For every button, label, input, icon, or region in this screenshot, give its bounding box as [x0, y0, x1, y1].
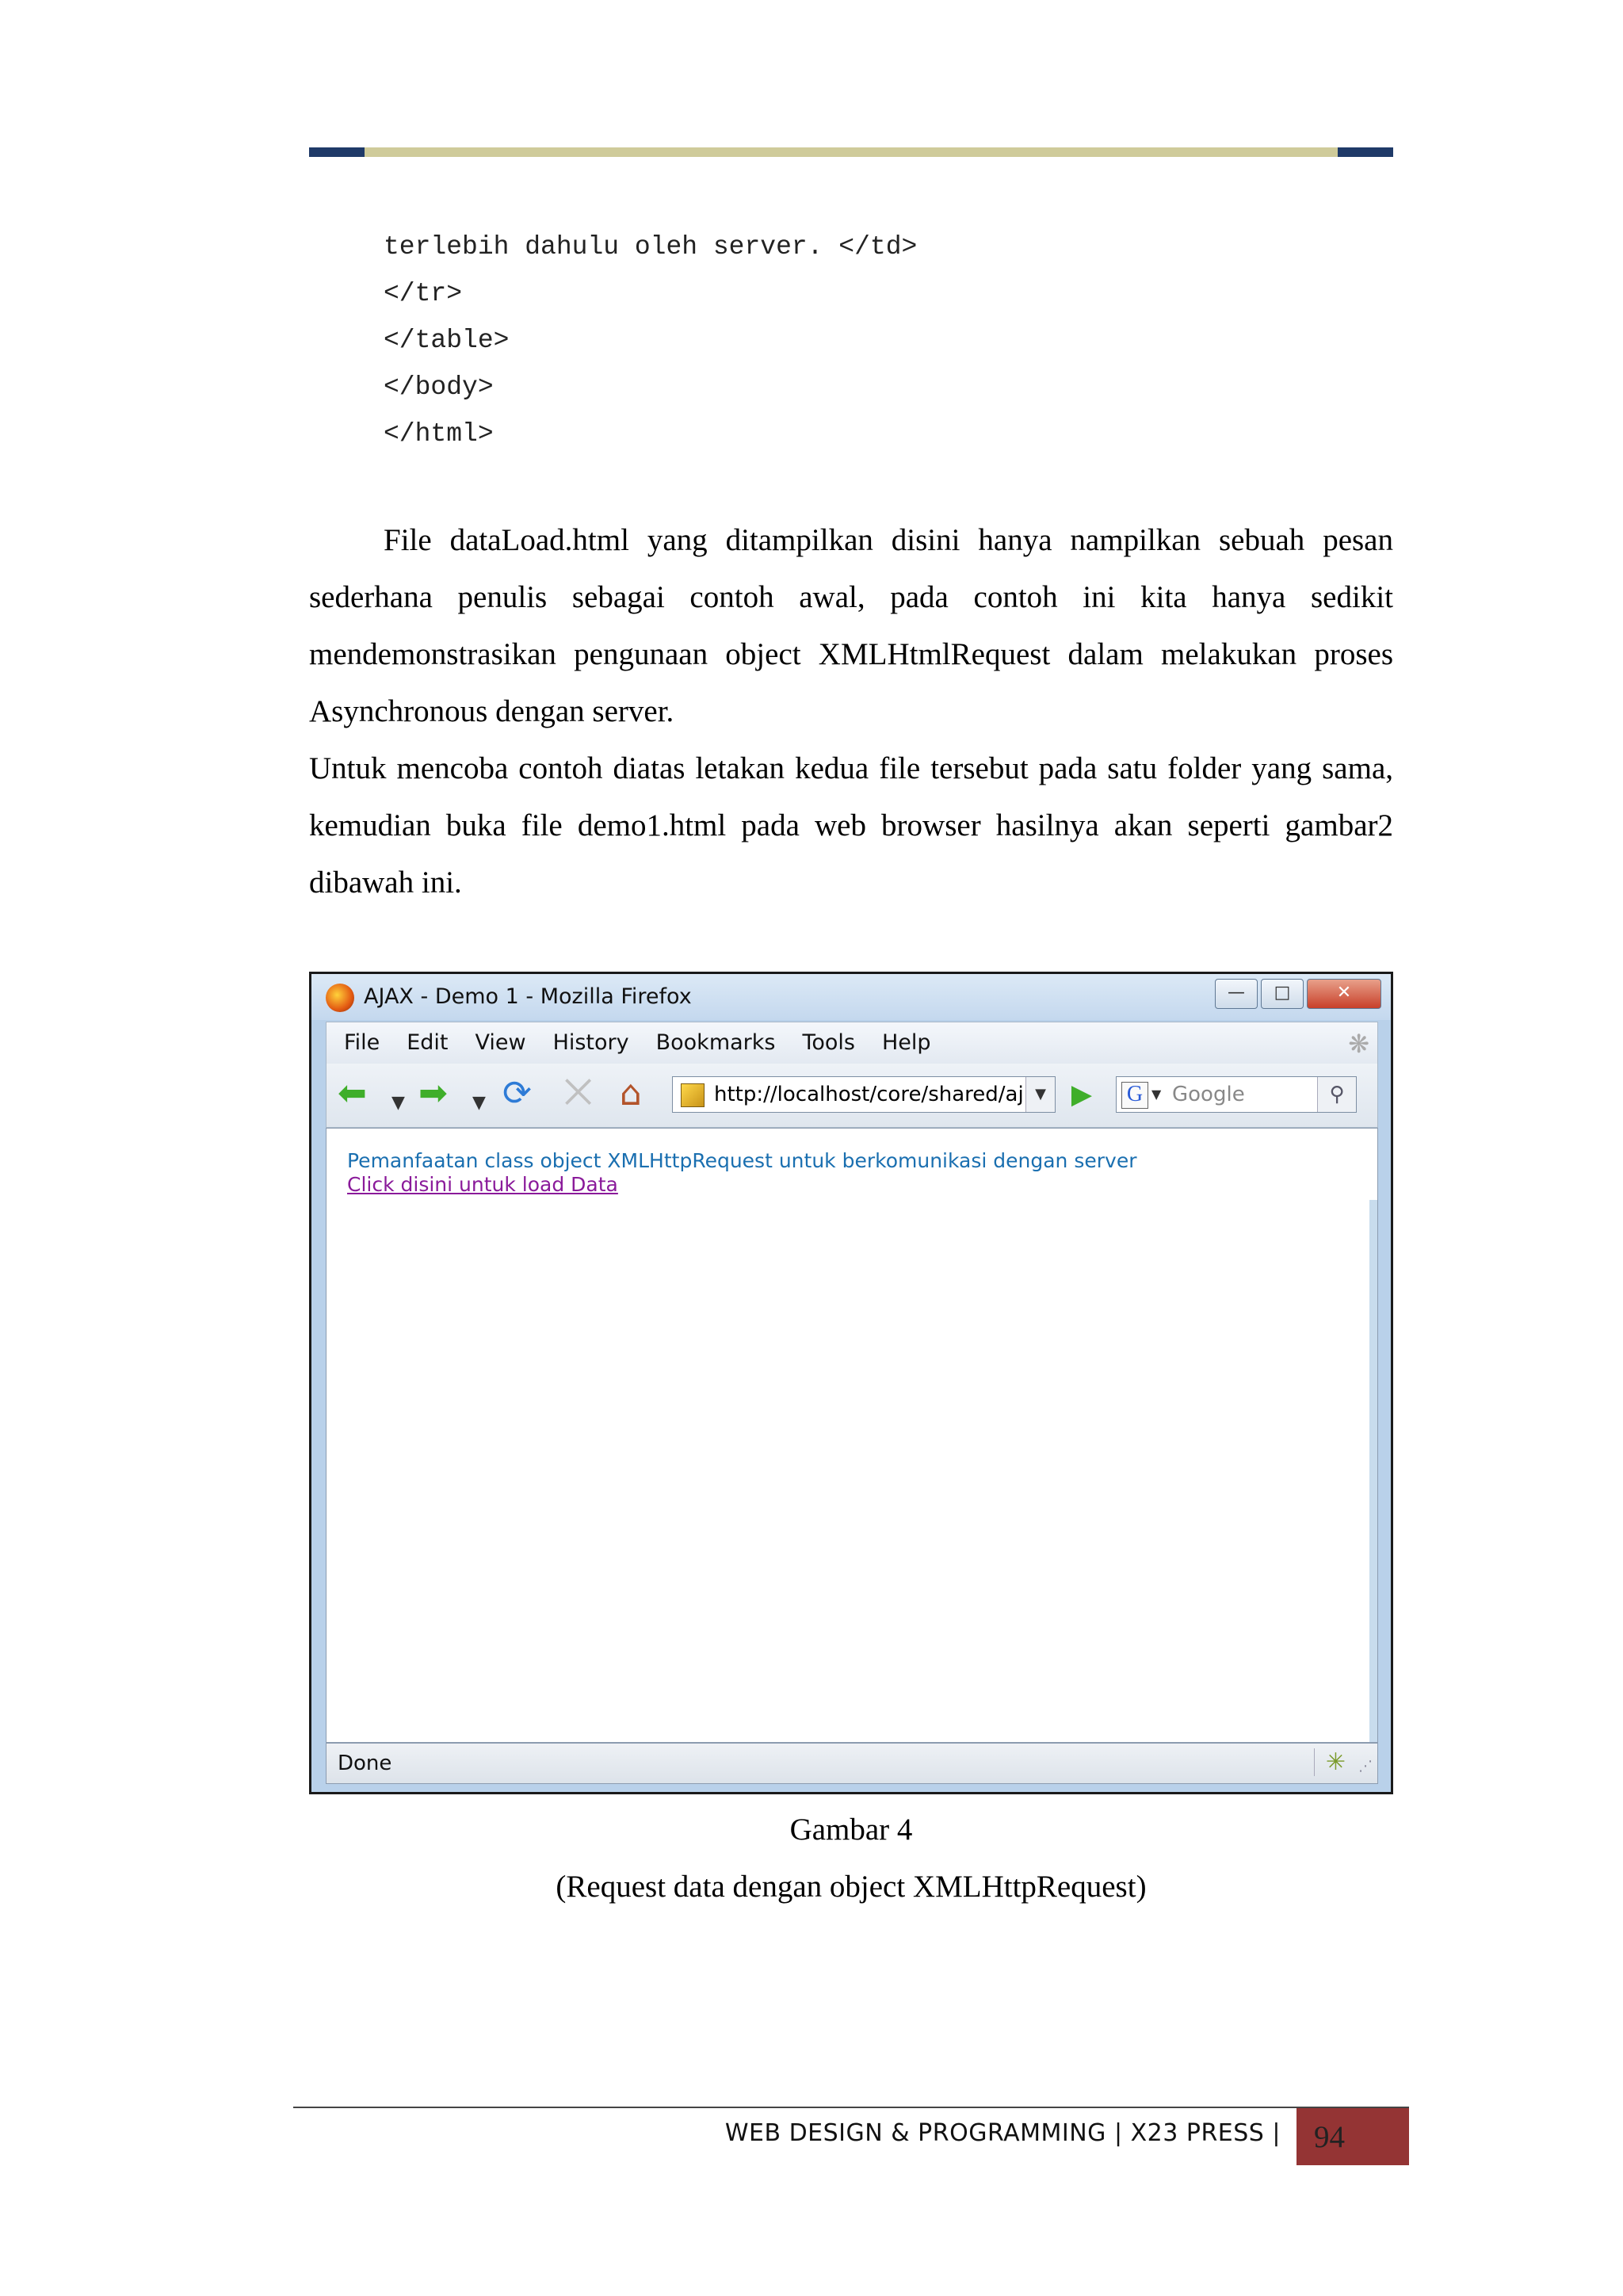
- status-text: Done: [338, 1752, 392, 1775]
- menu-history[interactable]: History: [552, 1030, 629, 1055]
- header-rule-left-accent: [309, 147, 365, 157]
- figure-caption-subtitle: (Request data dengan object XMLHttpRequest): [556, 1870, 1147, 1904]
- window-title: AJAX - Demo 1 - Mozilla Firefox: [364, 984, 692, 1009]
- code-line: </body>: [384, 372, 494, 402]
- site-icon: [681, 1083, 705, 1107]
- menu-items: [344, 1030, 958, 1055]
- footer-text: WEB DESIGN & PROGRAMMING | X23 PRESS |: [724, 2119, 1281, 2147]
- menu-view[interactable]: View: [475, 1030, 526, 1055]
- menu-edit[interactable]: Edit: [407, 1030, 449, 1055]
- back-arrow-icon[interactable]: ⬅: [338, 1073, 367, 1114]
- url-bar[interactable]: [672, 1076, 1056, 1113]
- throbber-icon: ❋: [1348, 1029, 1369, 1059]
- firefox-icon: [326, 984, 354, 1012]
- paragraph-1: File dataLoad.html yang ditampilkan disini hanya nampilkan sebuah pesan sederhana penulis sebagai contoh awal, pada contoh ini kita hanya sedikit mendemonstrasikan pengunaan object XMLHtmlRequest dalam melakukan proses Asynchronous dengan server.: [309, 523, 1393, 728]
- window-titlebar: [311, 974, 1391, 1020]
- code-line: </table>: [384, 326, 510, 355]
- url-dropdown-icon[interactable]: ▼: [1025, 1077, 1055, 1112]
- code-line: </html>: [384, 419, 494, 449]
- search-box[interactable]: [1116, 1076, 1357, 1113]
- browser-window-figure: [309, 972, 1393, 1794]
- page-content: [326, 1128, 1378, 1743]
- code-line: </tr>: [384, 279, 463, 308]
- url-text: http://localhost/core/shared/aj: [714, 1083, 1024, 1106]
- header-rule-middle: [365, 147, 1338, 157]
- window-controls: [1212, 979, 1381, 1009]
- search-placeholder: Google: [1172, 1083, 1245, 1106]
- menu-bookmarks[interactable]: Bookmarks: [655, 1030, 776, 1055]
- figure-caption-title: Gambar 4: [789, 1813, 913, 1847]
- navigation-toolbar: [326, 1064, 1378, 1128]
- footer-rule: [293, 2107, 1409, 2108]
- home-icon[interactable]: ⌂: [620, 1073, 642, 1114]
- menu-file[interactable]: File: [344, 1030, 380, 1055]
- menu-tools[interactable]: Tools: [802, 1030, 855, 1055]
- search-icon[interactable]: ⚲: [1317, 1077, 1356, 1112]
- content-text: Pemanfaatan class object XMLHttpRequest untuk berkomunikasi dengan server: [347, 1149, 1137, 1172]
- maximize-button[interactable]: □: [1261, 979, 1304, 1009]
- minimize-button[interactable]: —: [1215, 979, 1258, 1009]
- paragraph-2: Untuk mencoba contoh diatas letakan kedua file tersebut pada satu folder yang sama, kemudian buka file demo1.html pada web browser hasilnya akan seperti gambar2 dibawah ini.: [309, 751, 1393, 900]
- stop-icon[interactable]: ⨉: [564, 1073, 593, 1114]
- forward-arrow-icon[interactable]: ➡: [418, 1073, 448, 1114]
- google-engine-icon[interactable]: G: [1121, 1082, 1148, 1109]
- back-history-dropdown-icon[interactable]: ▼: [391, 1093, 405, 1113]
- addon-status-icon[interactable]: ✳: [1314, 1748, 1346, 1776]
- forward-history-dropdown-icon[interactable]: ▼: [472, 1093, 486, 1113]
- header-rule: [309, 147, 1393, 157]
- status-bar: [326, 1743, 1378, 1784]
- go-icon[interactable]: ▶: [1071, 1079, 1093, 1110]
- header-rule-right-accent: [1338, 147, 1393, 157]
- page-number: 94: [1296, 2108, 1409, 2165]
- menu-bar: [326, 1022, 1378, 1064]
- menu-help[interactable]: Help: [882, 1030, 931, 1055]
- engine-dropdown-icon[interactable]: ▼: [1151, 1087, 1162, 1102]
- code-line: terlebih dahulu oleh server. </td>: [384, 232, 918, 262]
- close-button[interactable]: ✕: [1307, 979, 1381, 1009]
- reload-icon[interactable]: ⟳: [502, 1073, 532, 1114]
- load-data-link[interactable]: Click disini untuk load Data: [347, 1173, 618, 1196]
- code-block: [384, 230, 917, 464]
- resize-grip-icon[interactable]: ⋰: [1358, 1758, 1373, 1775]
- scrollbar[interactable]: [1369, 1200, 1377, 1742]
